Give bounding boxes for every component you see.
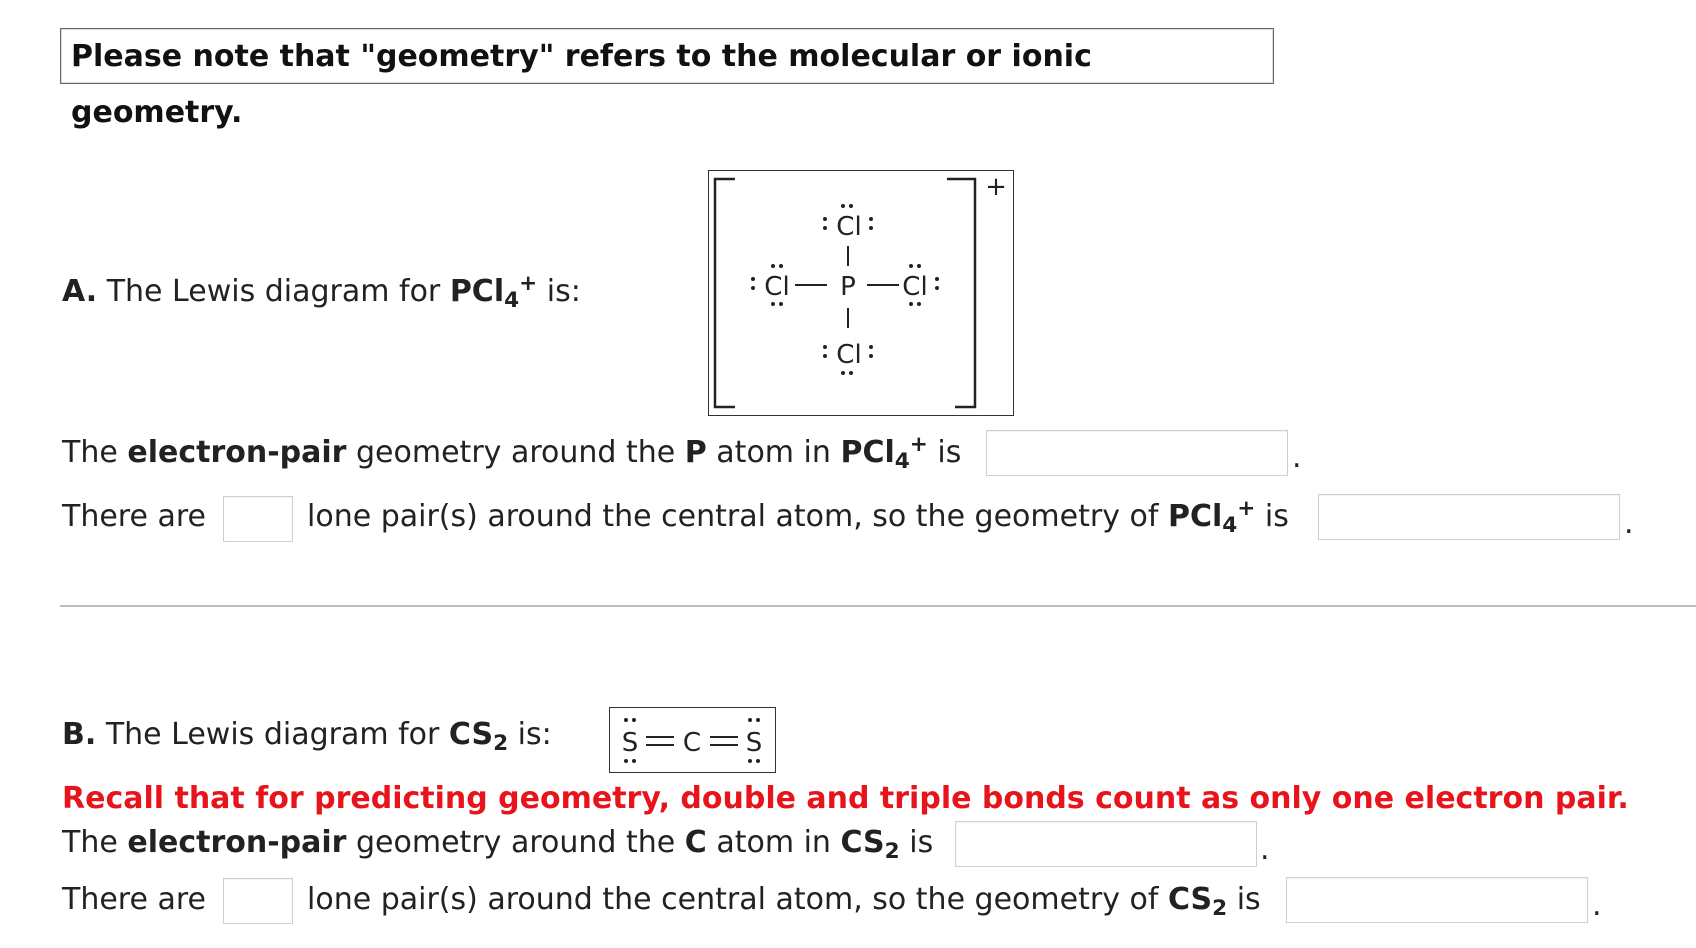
part-b-label-end: is: [517, 717, 552, 752]
cl-top: Cl [836, 212, 862, 242]
q1b-mid2: atom in [716, 825, 831, 860]
q2b-post: is [1236, 882, 1261, 917]
part-a-question-1 [62, 433, 961, 476]
part-b-formula: $CS_2$ [448, 717, 509, 757]
cl-bottom: Cl [836, 340, 862, 370]
pcl4-lewis-diagram [708, 170, 1014, 416]
q2a-mid: lone pair(s) around the central atom, so the geometry of [307, 499, 1159, 534]
s-left: S [621, 728, 639, 758]
part-a-label-text: The Lewis diagram for [106, 274, 441, 309]
part-b-question-1 [62, 823, 933, 866]
q1a-bold-electron-pair: electron-pair [127, 435, 347, 470]
period: . [1624, 506, 1634, 541]
period: . [1592, 888, 1602, 923]
period: . [1292, 440, 1302, 475]
q1a-mid: geometry around the [356, 435, 676, 470]
pcl4-lone-pairs-input[interactable] [223, 496, 293, 542]
part-b-letter: B. [62, 717, 97, 752]
pcl4-lewis-svg [709, 171, 1013, 415]
q2a-formula: PCl$_4$+ [1167, 496, 1256, 539]
cs2-lone-pairs-input[interactable] [223, 878, 293, 924]
cl-left: Cl [764, 272, 790, 302]
q1a-formula: PCl$_4$+ [840, 432, 928, 475]
part-a-label [62, 272, 581, 315]
pcl4-molecular-geometry-input[interactable] [1318, 494, 1620, 540]
cs2-lewis-svg [610, 708, 775, 772]
q1a-pre: The [62, 435, 118, 470]
q1b-bold-atom: C [684, 825, 707, 860]
period: . [1260, 832, 1270, 867]
q1a-mid2: atom in [716, 435, 831, 470]
cs2-electron-pair-geometry-input[interactable] [955, 821, 1257, 867]
s-right: S [745, 728, 763, 758]
geometry-note: Please note that "geometry" refers to the molecular or ionic geometry. [60, 28, 1274, 84]
part-b-question-2 [307, 880, 1261, 923]
part-a-formula: PCl$_4$+ [449, 271, 538, 314]
recall-note: Recall that for predicting geometry, double and triple bonds count as only one electron pair. [62, 781, 1629, 816]
q1b-mid: geometry around the [356, 825, 676, 860]
cl-right: Cl [902, 272, 928, 302]
pcl4-electron-pair-geometry-input[interactable] [986, 430, 1288, 476]
part-a-letter: A. [62, 274, 98, 309]
part-a-question-2 [307, 497, 1289, 540]
section-divider [60, 605, 1696, 607]
q1b-pre: The [62, 825, 118, 860]
q2b-formula: $CS_2$ [1167, 882, 1228, 922]
part-a-question-2-pre: There are [62, 499, 206, 534]
part-b-question-2-pre: There are [62, 882, 206, 917]
q1b-post: is [909, 825, 934, 860]
c-center: C [682, 728, 702, 758]
cs2-molecular-geometry-input[interactable] [1286, 877, 1588, 923]
part-b-label [62, 715, 552, 758]
q1a-post: is [937, 435, 962, 470]
part-a-label-end: is: [546, 274, 581, 309]
p-center: P [840, 272, 856, 302]
part-b-label-text: The Lewis diagram for [105, 717, 440, 752]
q1b-bold-electron-pair: electron-pair [127, 825, 347, 860]
q2a-post: is [1264, 499, 1289, 534]
q1a-bold-atom: P [684, 435, 707, 470]
q1b-formula: $CS_2$ [840, 825, 900, 865]
cs2-lewis-diagram [609, 707, 776, 773]
q2b-mid: lone pair(s) around the central atom, so the geometry of [307, 882, 1159, 917]
pcl4-charge: + [985, 172, 1007, 202]
